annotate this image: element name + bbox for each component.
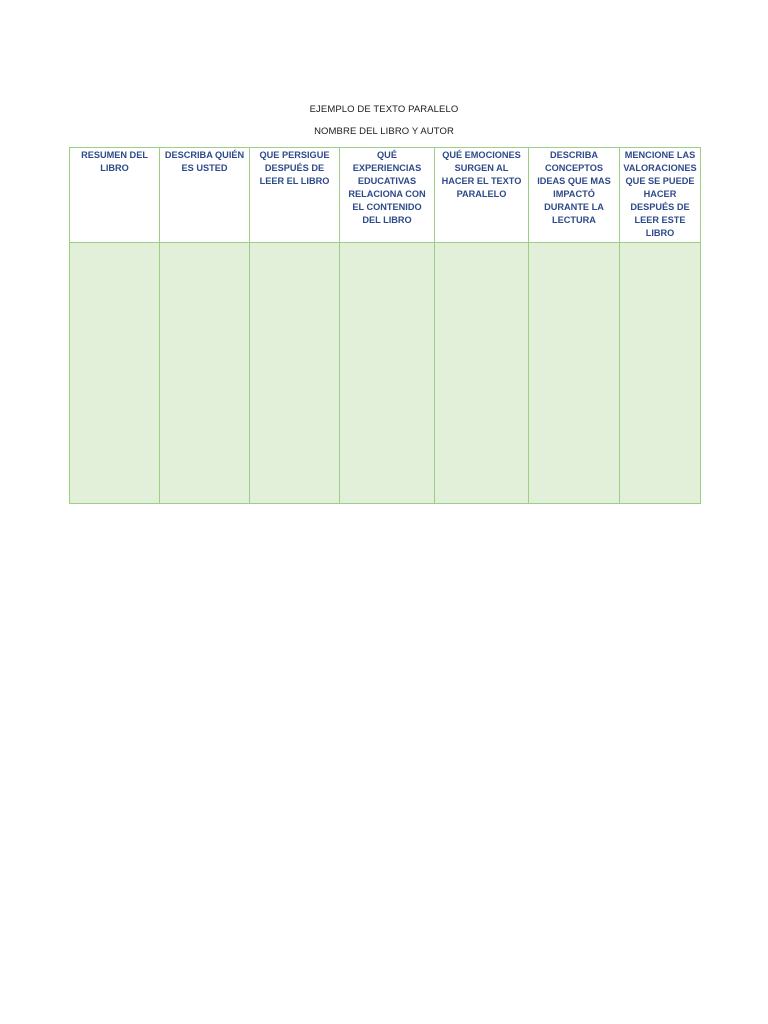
- column-header-describe-yourself: DESCRIBA QUIÉN ES USTED: [160, 148, 250, 243]
- table-cell-emotions[interactable]: [435, 243, 529, 504]
- column-header-emotions: QUÉ EMOCIONES SURGEN AL HACER EL TEXTO PARALELO: [435, 148, 529, 243]
- table-cell-describe-yourself[interactable]: [160, 243, 250, 504]
- document-subtitle: NOMBRE DEL LIBRO Y AUTOR: [314, 126, 454, 137]
- table-header-row: [70, 148, 701, 243]
- table-cell-summary[interactable]: [70, 243, 160, 504]
- column-header-valuations: MENCIONE LAS VALORACIONES QUE SE PUEDE HACER DESPUÉS DE LEER ESTE LIBRO: [620, 148, 701, 243]
- column-header-concepts: DESCRIBA CONCEPTOS IDEAS QUE MAS IMPACTÓ DURANTE LA LECTURA: [529, 148, 620, 243]
- table-cell-concepts[interactable]: [529, 243, 620, 504]
- table-cell-valuations[interactable]: [620, 243, 701, 504]
- document-title: EJEMPLO DE TEXTO PARALELO: [309, 104, 459, 115]
- table-cell-educational-experiences[interactable]: [340, 243, 435, 504]
- table-cell-goals[interactable]: [250, 243, 340, 504]
- column-header-educational-experiences: QUÉ EXPERIENCIAS EDUCATIVAS RELACIONA CON EL CONTENIDO DEL LIBRO: [340, 148, 435, 243]
- table-row: [70, 243, 701, 504]
- column-header-goals: QUE PERSIGUE DESPUÉS DE LEER EL LIBRO: [250, 148, 340, 243]
- parallel-text-table: [69, 147, 701, 504]
- column-header-summary: RESUMEN DEL LIBRO: [70, 148, 160, 243]
